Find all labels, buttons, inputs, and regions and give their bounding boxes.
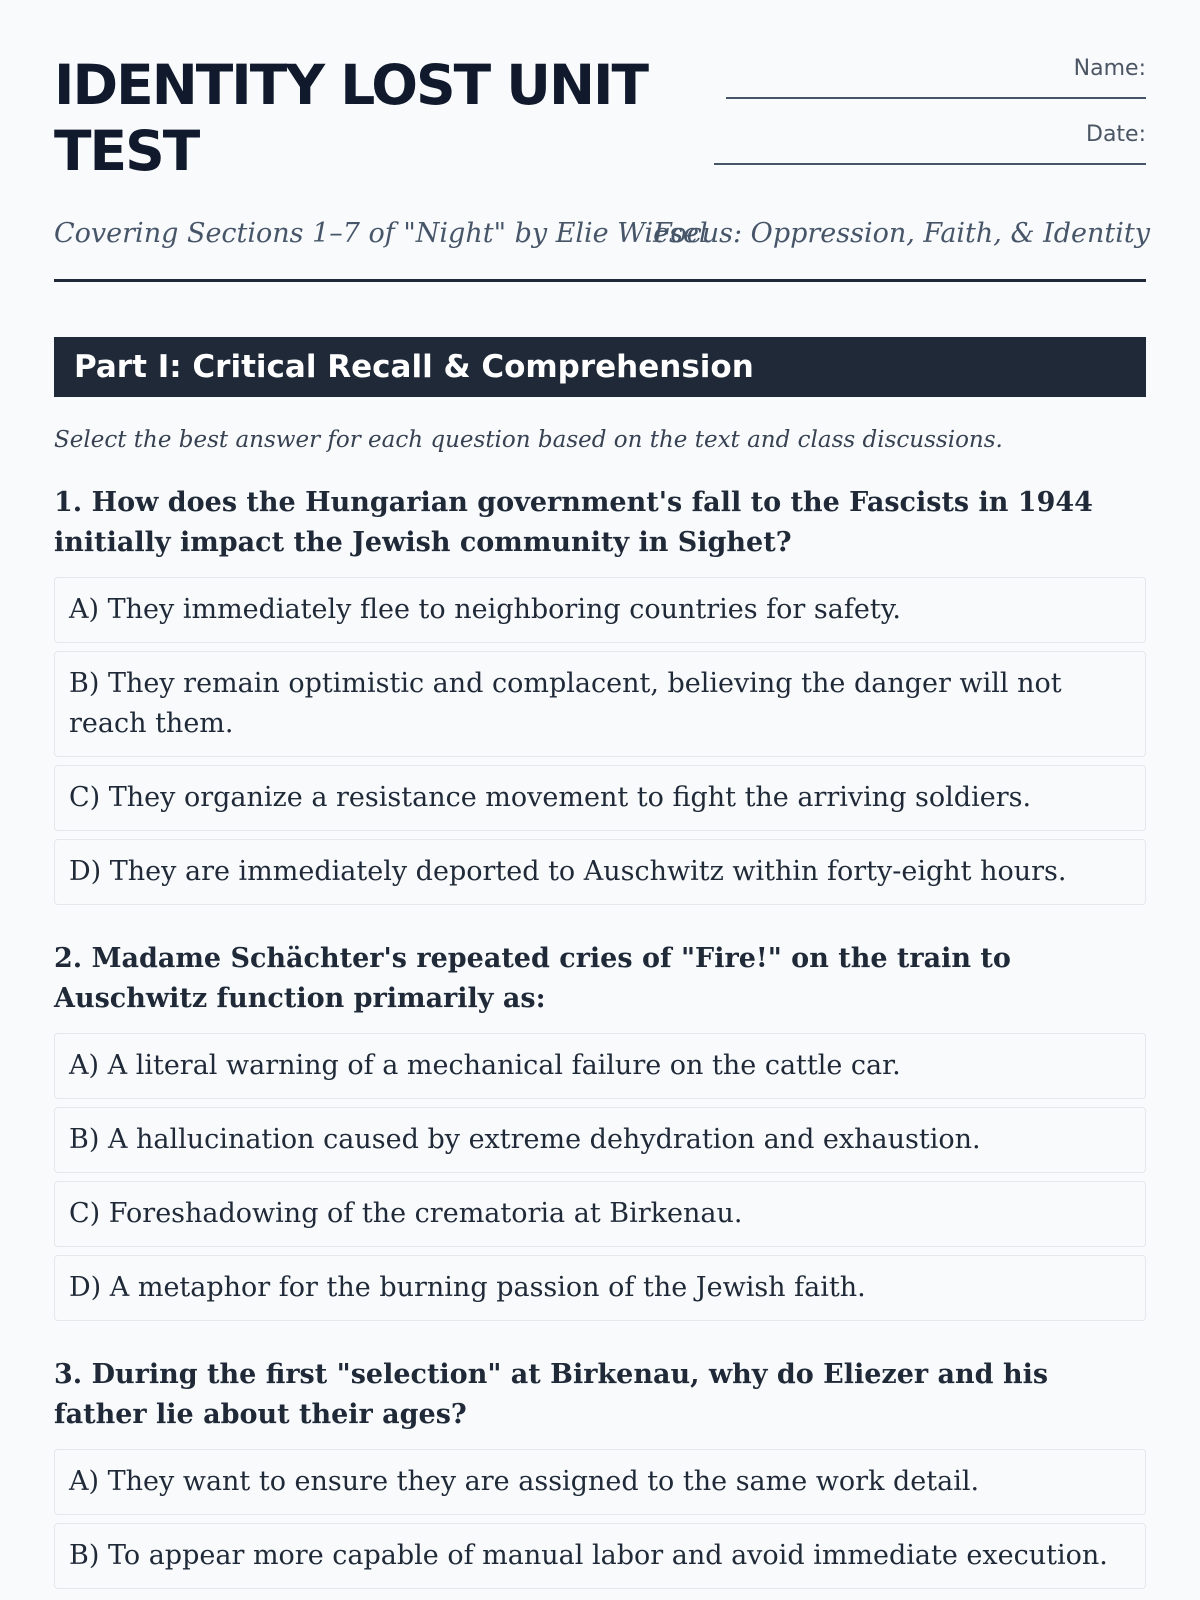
answer-option-b[interactable]: B) To appear more capable of manual labor and avoid immediate execution. [54, 1523, 1146, 1589]
section-instructions: Select the best answer for each question based on the text and class discussions. [54, 427, 1003, 453]
answer-option-d[interactable]: D) They are immediately deported to Auschwitz within forty-eight hours. [54, 839, 1146, 905]
name-line [726, 97, 1146, 99]
answer-option-b[interactable]: B) A hallucination caused by extreme dehydration and exhaustion. [54, 1107, 1146, 1173]
answer-option-d[interactable]: D) A metaphor for the burning passion of the Jewish faith. [54, 1255, 1146, 1321]
question-prompt: 3. During the first "selection" at Birkenau, why do Eliezer and his father lie about their ages? [54, 1359, 1049, 1430]
answer-options [54, 1033, 1146, 1321]
date-line [714, 163, 1146, 165]
answer-options [54, 1449, 1146, 1589]
answer-option-a[interactable]: A) A literal warning of a mechanical failure on the cattle car. [54, 1033, 1146, 1099]
focus-subtitle: Focus: Oppression, Faith, & Identity [653, 218, 1150, 249]
name-field [726, 55, 1146, 99]
name-label: Name: [1073, 56, 1146, 81]
answer-options [54, 577, 1146, 905]
section-title: Part I: Critical Recall & Comprehension [54, 337, 1146, 397]
coverage-subtitle: Covering Sections 1–7 of "Night" by Elie Wiesel [54, 218, 708, 249]
answer-option-a[interactable]: A) They want to ensure they are assigned to the same work detail. [54, 1449, 1146, 1515]
question-list [54, 483, 1146, 1600]
question-prompt: 2. Madame Schächter's repeated cries of "Fire!" on the train to Auschwitz function primarily as: [54, 943, 1011, 1014]
answer-option-c[interactable]: C) Foreshadowing of the crematoria at Birkenau. [54, 1181, 1146, 1247]
test-header [54, 0, 1150, 249]
answer-option-a[interactable]: A) They immediately flee to neighboring countries for safety. [54, 577, 1146, 643]
answer-option-c[interactable]: C) They organize a resistance movement to fight the arriving soldiers. [54, 765, 1146, 831]
answer-option-b[interactable]: B) They remain optimistic and complacent, believing the danger will not reach them. [54, 651, 1146, 757]
date-label: Date: [1086, 122, 1146, 147]
question-2 [54, 939, 1146, 1321]
page-title: IDENTITY LOST UNIT TEST [54, 53, 647, 183]
date-field [714, 121, 1146, 165]
question-prompt: 1. How does the Hungarian government's fall to the Fascists in 1944 initially impact the Jewish community in Sighet? [54, 487, 1093, 558]
header-divider [54, 279, 1146, 282]
question-3 [54, 1355, 1146, 1589]
question-1 [54, 483, 1146, 905]
